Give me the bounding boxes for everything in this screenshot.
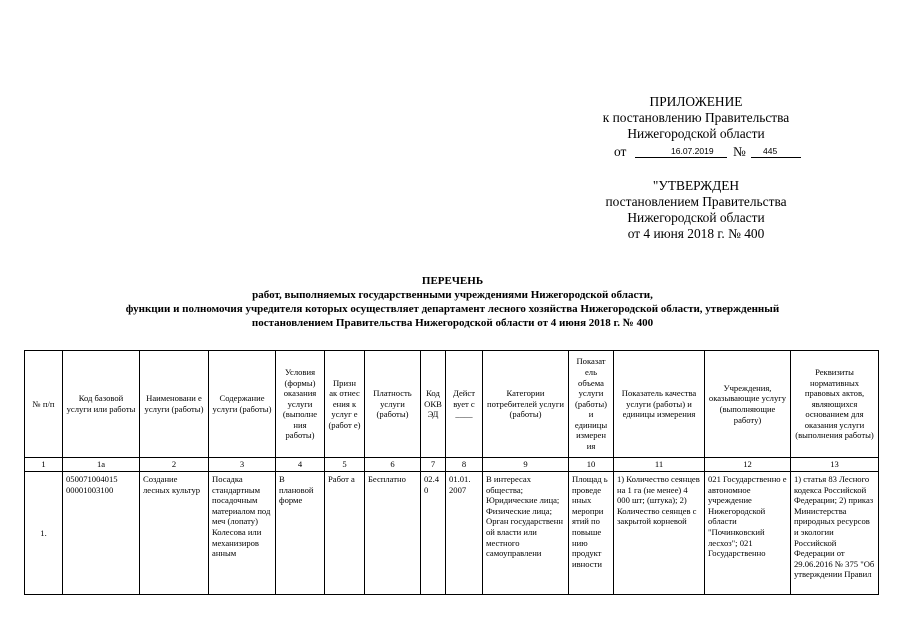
col-header-payment: Платность услуги (работы): [365, 351, 421, 458]
cell-code-text: 050071004015 00001003100: [66, 474, 118, 495]
column-number: 2: [140, 458, 209, 472]
heading-line-1: работ, выполняемых государственными учреждениями Нижегородской области,: [252, 289, 653, 301]
cell-quality-text: 1) Количество сеянцев на 1 га (не менее) 4 000 шт; (штука); 2) Количество сеянцев с закрытой корневой: [617, 474, 700, 527]
col-header-consumers: Категории потребителей услуги (работы): [483, 351, 569, 458]
cell-content-text: Посадка стандартным посадочным материалом под меч (лопату) Колесова или механизиров анным: [212, 474, 271, 559]
heading-line-3: постановлением Правительства Нижегородской области от 4 июня 2018 г. № 400: [251, 317, 654, 329]
cell-name: [140, 472, 209, 595]
column-number: 7: [421, 458, 446, 472]
col-header-institutions: Учреждения, оказывающие услугу (выполняющие работу): [705, 351, 791, 458]
cell-acts: [791, 472, 879, 595]
column-number: 12: [705, 458, 791, 472]
col-header-attribute: Призн ак отнес ения к услуг е (работ е): [325, 351, 365, 458]
col-header-valid-from: Дейст вует с ____: [446, 351, 483, 458]
approved-line-3: от 4 июня 2018 г. № 400: [627, 226, 765, 241]
from-label: от: [614, 144, 627, 159]
document-number: 445: [763, 146, 778, 156]
cell-institutions: [705, 472, 791, 595]
column-number: 1а: [63, 458, 140, 472]
column-number: 1: [25, 458, 63, 472]
cell-volume-text: Площад ь проведе нных меропри ятий по повыше нию продукт ивности: [572, 474, 608, 569]
col-header-conditions: Условия (формы) оказания услуги (выполне ния работы): [276, 351, 325, 458]
approved-title: "УТВЕРЖДЕН: [652, 178, 740, 193]
col-header-num: № п/п: [25, 351, 63, 458]
cell-payment-text: Бесплатно: [368, 474, 406, 484]
table-header-row: [25, 351, 879, 458]
appendix-block: [580, 94, 812, 161]
cell-okved: [421, 472, 446, 595]
approved-line-2: Нижегородской области: [627, 210, 765, 225]
appendix-title: ПРИЛОЖЕНИЕ: [649, 94, 743, 109]
number-label: №: [733, 144, 746, 159]
column-number: 10: [569, 458, 614, 472]
heading-title: ПЕРЕЧЕНЬ: [421, 275, 484, 287]
cell-consumers-text: В интересах общества; Юридические лица; Физические лица; Орган государственн ой власти или местного самоуправлени: [486, 474, 563, 559]
cell-valid-from: [446, 472, 483, 595]
cell-content: [209, 472, 276, 595]
column-number: 9: [483, 458, 569, 472]
cell-acts-text: 1) статья 83 Лесного кодекса Российской Федерации; 2) приказ Министерства природных ресурсов и экологии Российской Федерации от 29.06.2016 № 375 "Об утверждении Правил: [794, 474, 875, 580]
col-header-name: Наименовани е услуги (работы): [140, 351, 209, 458]
cell-code: [63, 472, 140, 595]
cell-name-text: Создание лесных культур: [143, 474, 201, 495]
column-number: 11: [614, 458, 705, 472]
col-header-content: Содержание услуги (работы): [209, 351, 276, 458]
cell-conditions-text: В плановой форме: [279, 474, 314, 506]
heading-line-2: функции и полномочия учредителя которых осуществляет департамент лесного хозяйства Нижегородской области, утвержденный: [125, 303, 780, 315]
cell-conditions: [276, 472, 325, 595]
column-number: 13: [791, 458, 879, 472]
col-header-quality: Показатель качества услуги (работы) и единицы измерения: [614, 351, 705, 458]
col-header-volume: Показат ель объема услуги (работы) и единицы измерен ия: [569, 351, 614, 458]
table-row: [25, 472, 879, 595]
cell-attribute: [325, 472, 365, 595]
column-number-row: [25, 458, 879, 472]
column-number: 4: [276, 458, 325, 472]
column-number: 8: [446, 458, 483, 472]
cell-okved-text: 02.4 0: [424, 474, 440, 495]
appendix-date-line: [580, 143, 812, 161]
document-date: 16.07.2019: [671, 146, 714, 156]
cell-payment: [365, 472, 421, 595]
cell-institutions-text: 021 Государственно е автономное учреждение Нижегородской области "Починковский лесхоз"; 021 Государственно: [708, 474, 787, 559]
col-header-code: Код базовой услуги или работы: [63, 351, 140, 458]
column-number: 5: [325, 458, 365, 472]
appendix-line-2: Нижегородской области: [627, 126, 765, 141]
column-number: 3: [209, 458, 276, 472]
cell-consumers: [483, 472, 569, 595]
approved-line-1: постановлением Правительства: [605, 194, 787, 209]
cell-valid-from-text: 01.01. 2007: [449, 474, 471, 495]
column-number: 6: [365, 458, 421, 472]
row-number: 1.: [25, 472, 63, 595]
col-header-acts: Реквизиты нормативных правовых актов, являющихся основанием для оказания услуги (выполнения работы): [791, 351, 879, 458]
cell-volume: [569, 472, 614, 595]
cell-quality: [614, 472, 705, 595]
appendix-line-1: к постановлению Правительства: [602, 110, 790, 125]
document-heading: [0, 274, 905, 330]
registry-table: [24, 350, 879, 595]
col-header-okved: Код ОКВ ЭД: [421, 351, 446, 458]
cell-attribute-text: Работ а: [328, 474, 355, 484]
approved-block: [580, 178, 812, 242]
